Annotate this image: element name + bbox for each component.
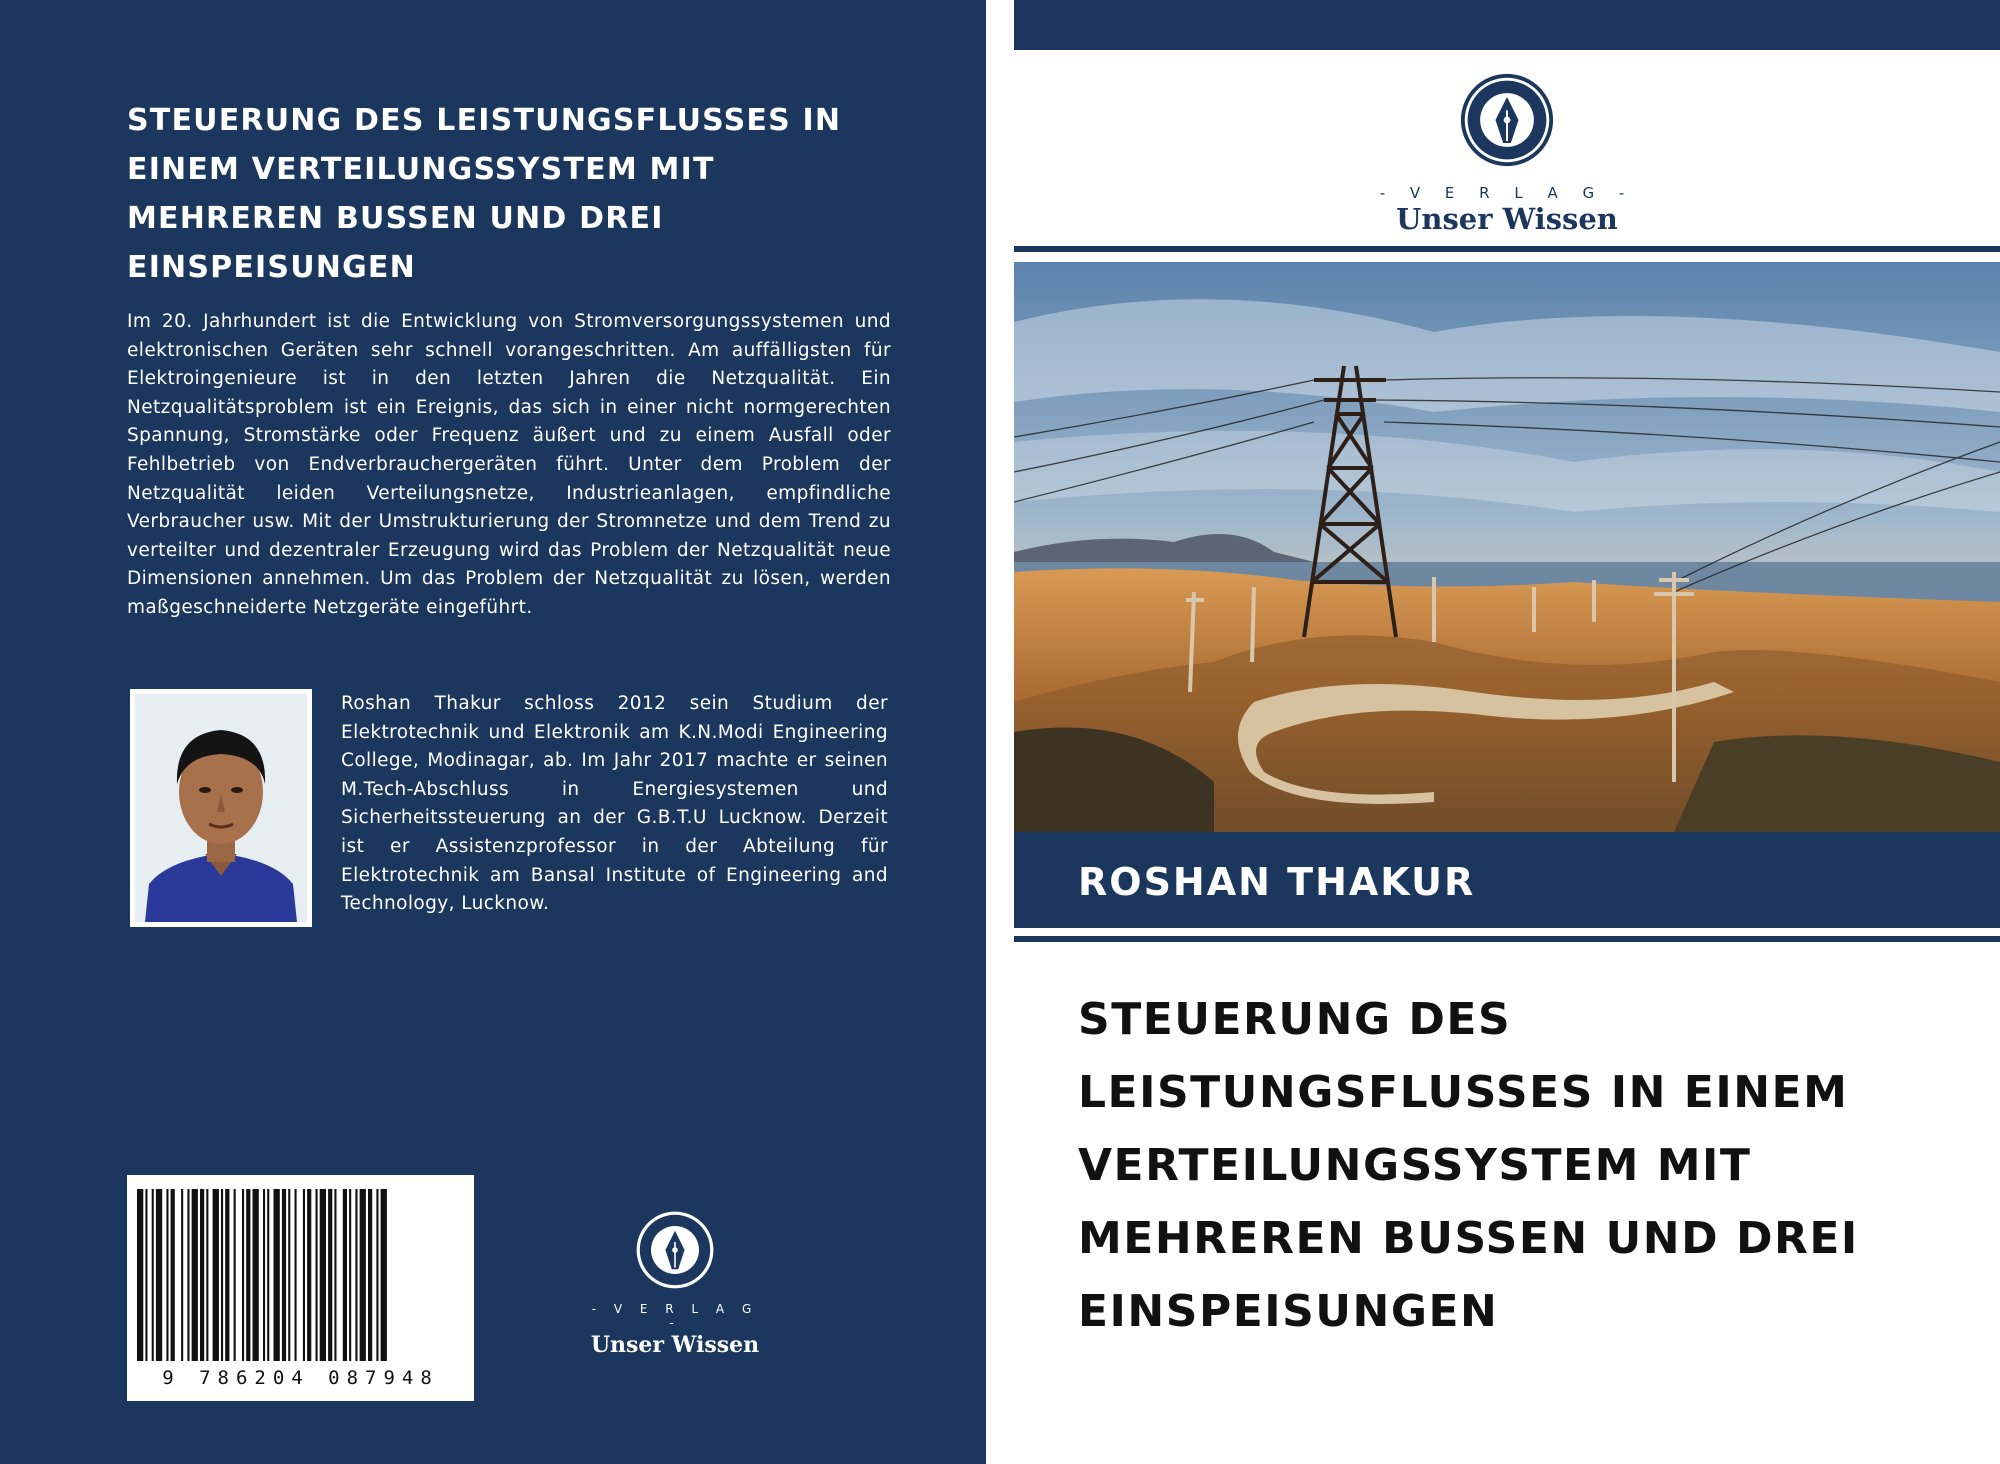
barcode-bar — [295, 1189, 297, 1361]
barcode-bar — [360, 1189, 366, 1361]
front-publisher-logo — [1014, 72, 2000, 236]
barcode-bar — [349, 1189, 351, 1361]
barcode-bar — [225, 1189, 229, 1361]
barcode-bar — [368, 1189, 372, 1361]
barcode-bar — [187, 1189, 189, 1361]
barcode-bar — [343, 1189, 347, 1361]
barcode-bar — [206, 1189, 208, 1361]
barcode-bar — [263, 1189, 265, 1361]
cover-image — [1014, 262, 2000, 832]
barcode-bar — [355, 1189, 357, 1361]
barcode-bar — [221, 1189, 223, 1361]
barcode-bar — [303, 1189, 305, 1361]
book-blurb: Im 20. Jahrhundert ist die Entwicklung von Stromversorgungssystemen und elektronischen Geräten sehr schnell vorangeschritten. Am auffälligsten für Elektroingenieure ist in den letzten Jahren die Netzqualität. Ein Netzqualitätsproblem ist ein Ereignis, das sich in einer nicht normgerechten Spannung, Stromstärke oder Frequenz äußert und zu einem Ausfall oder Fehlbetrieb von Endverbrauchergeräten führt. Unter dem Problem der Netzqualität leiden Verteilungsnetze, Industrieanlagen, empfindliche Verbraucher usw. Mit der Umstrukturierung der Stromnetze und dem Trend zu verteilter und dezentraler Erzeugung wird das Problem der Netzqualität neue Dimensionen annehmen. Um das Problem der Netzqualität zu lösen, werden maßgeschneiderte Netzgeräte eingeführt. — [127, 311, 891, 618]
barcode-bar — [200, 1189, 204, 1361]
fountain-pen-nib-seal-icon — [1459, 72, 1555, 168]
barcode-bar — [192, 1189, 198, 1361]
barcode-bar — [253, 1189, 259, 1361]
front-cover — [1014, 0, 2000, 1464]
back-logo-name: Unser Wissen — [590, 1332, 760, 1358]
fountain-pen-nib-seal-icon — [635, 1210, 715, 1290]
back-publisher-logo — [585, 1210, 765, 1358]
author-name: ROSHAN THAKUR — [1078, 860, 1476, 904]
barcode-bar — [307, 1189, 311, 1361]
back-title: STEUERUNG DES LEISTUNGSFLUSSES IN EINEM VERTEILUNGSSYSTEM MIT MEHREREN BUSSEN UND DREI EINSPEISUNGEN — [127, 103, 842, 285]
barcode-bar — [267, 1189, 269, 1361]
barcode-bar — [274, 1189, 280, 1361]
barcode-bar — [152, 1189, 154, 1361]
author-bio: Roshan Thakur schloss 2012 sein Studium der Elektrotechnik und Elektronik am K.N.Modi Engineering College, Modinagar, ab. Im Jahr 2017 machte er seinen M.Tech-Abschluss in Energiesystemen und Sicherheitssteuerung an der G.B.T.U Lucknow. Derzeit ist er Assistenzprofessor in der Abteilung für Elektrotechnik am Bansal Institute of Engineering and Technology, Lucknow. — [341, 693, 888, 915]
barcode-bar — [320, 1189, 326, 1361]
barcode-bar — [156, 1189, 162, 1361]
barcode-bar — [213, 1189, 219, 1361]
author-photo — [130, 689, 312, 927]
back-cover — [0, 0, 986, 1464]
barcode-bar — [376, 1189, 378, 1361]
author-band — [1014, 832, 2000, 928]
barcode-bar — [328, 1189, 332, 1361]
front-logo-verlag: - V E R L A G - — [1379, 184, 1635, 202]
barcode-bar — [166, 1189, 168, 1361]
barcode-bar — [288, 1189, 290, 1361]
barcode-bar — [381, 1189, 387, 1361]
front-top-bar — [1014, 0, 2000, 50]
image-top-rule — [1014, 246, 2000, 252]
front-title: STEUERUNG DES LEISTUNGSFLUSSES IN EINEM VERTEILUNGSSYSTEM MIT MEHREREN BUSSEN UND DREI EINSPEISUNGEN — [1078, 994, 1859, 1337]
barcode-bar — [234, 1189, 236, 1361]
barcode-bar — [145, 1189, 147, 1361]
back-logo-verlag: - V E R L A G - — [591, 1302, 759, 1330]
spine-gap — [986, 0, 1014, 1464]
barcode-bar — [181, 1189, 183, 1361]
barcode-bar — [282, 1189, 286, 1361]
front-logo-name: Unser Wissen — [1396, 202, 1618, 236]
barcode-bar — [334, 1189, 336, 1361]
barcode-bar — [171, 1189, 175, 1361]
barcode-bar — [242, 1189, 244, 1361]
power-pylon-landscape — [1014, 262, 2000, 832]
title-top-rule — [1014, 936, 2000, 942]
barcode-bar — [316, 1189, 318, 1361]
barcode-bar — [246, 1189, 250, 1361]
barcode-bar — [137, 1189, 143, 1361]
isbn-digits: 9 786204 087948 — [162, 1367, 439, 1389]
isbn-barcode — [127, 1175, 474, 1401]
